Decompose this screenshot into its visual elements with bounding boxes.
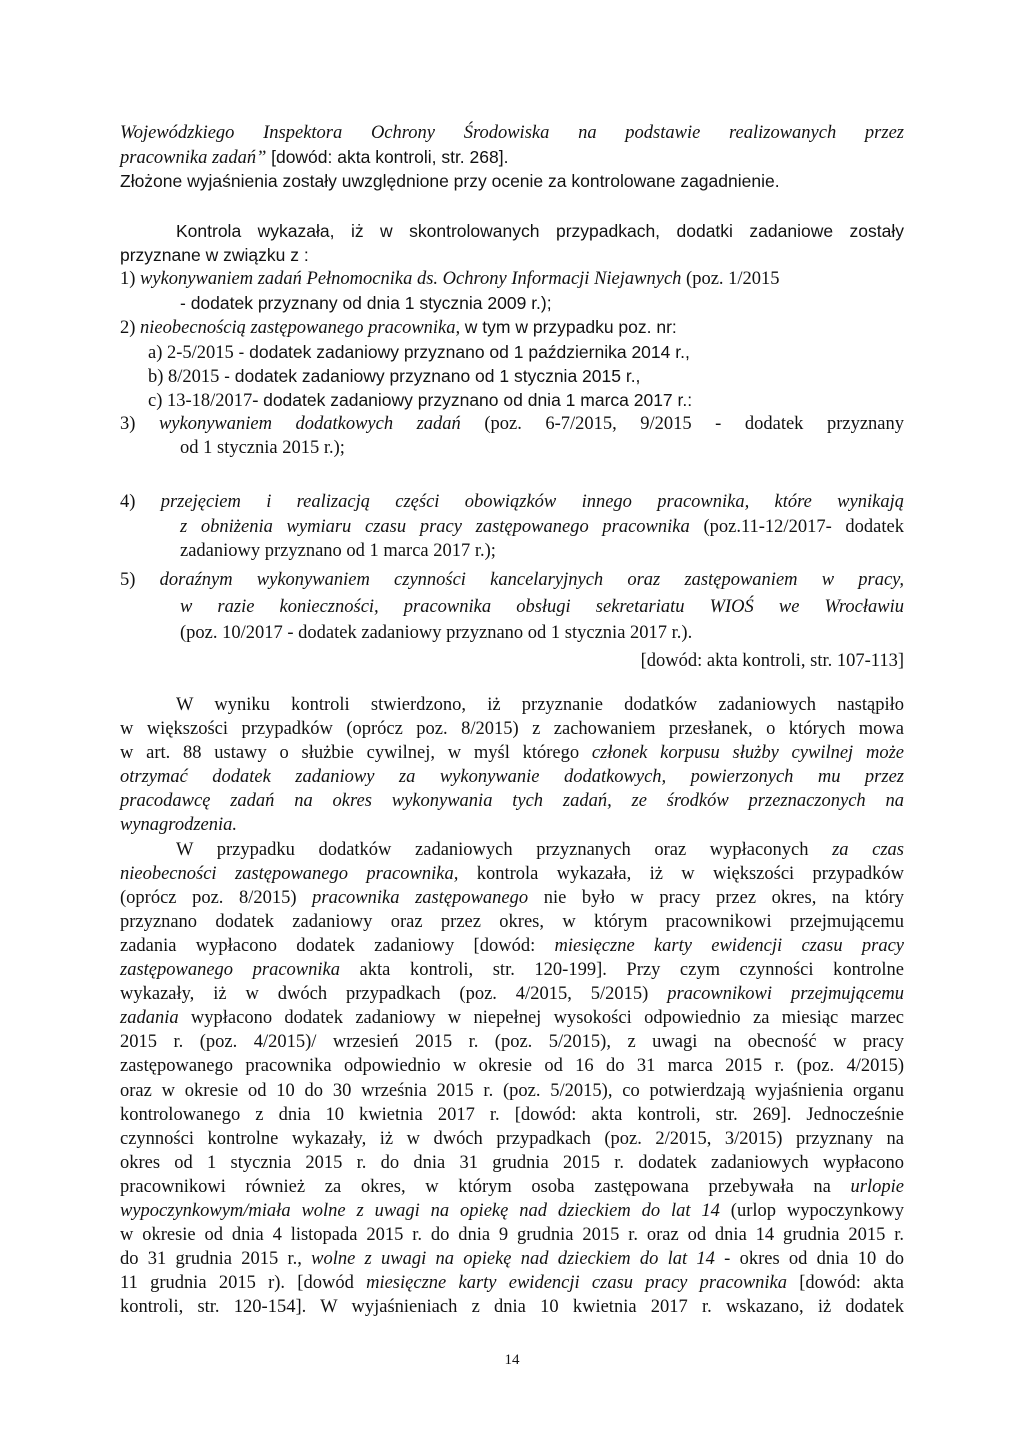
text-line: Wojewódzkiego Inspektora Ochrony Środowiska na podstawie realizowanych przez <box>120 123 904 143</box>
text-line: wypoczynkowym/miała wolne z uwagi na opiekę nad dzieckiem do lat 14 (urlop wypoczynkowy <box>120 1201 905 1221</box>
text-line: czynności kontrolne wykazały, iż w dwóch przypadkach (poz. 2/2015, 3/2015) przyznany na <box>120 1129 904 1149</box>
text-line: kontrolowanego z dnia 10 kwietnia 2017 r. [dowód: akta kontroli, str. 269]. Jednocześnie <box>120 1105 904 1125</box>
text-line: c) 13-18/2017- dodatek zadaniowy przyznano od dnia 1 marca 2017 r.: <box>148 390 693 411</box>
text-line: wynagrodzenia. <box>120 815 237 835</box>
text-line: zadaniowy przyznano od 1 marca 2017 r.); <box>180 541 496 561</box>
text-line: 1) wykonywaniem zadań Pełnomocnika ds. Ochrony Informacji Niejawnych (poz. 1/2015 <box>120 269 780 289</box>
text-line: 5) doraźnym wykonywaniem czynności kancelaryjnych oraz zastępowaniem w pracy, <box>120 570 904 590</box>
text-line: (oprócz poz. 8/2015) pracownika zastępowanego nie było w pracy przez okres, na który <box>120 888 905 908</box>
text-line: 2015 r. (poz. 4/2015)/ wrzesień 2015 r. (poz. 5/2015), z uwagi na obecność w pracy <box>120 1032 904 1052</box>
text-line: 3) wykonywaniem dodatkowych zadań (poz. 6-7/2015, 9/2015 - dodatek przyznany <box>120 414 904 434</box>
text-line: pracownikowi również za okres, w którym osoba zastępowana przebywała na urlopie <box>120 1177 904 1197</box>
text-line: 4) przejęciem i realizacją części obowiązków innego pracownika, które wynikają <box>120 492 904 512</box>
text-line: oraz w okresie od 10 do 30 września 2015 r. (poz. 5/2015), co potwierdzają wyjaśnienia organu <box>120 1081 904 1101</box>
text-line: Złożone wyjaśnienia zostały uwzględnione przy ocenie za kontrolowane zagadnienie. <box>120 171 780 191</box>
text-line: - dodatek przyznany od dnia 1 stycznia 2009 r.); <box>180 293 552 313</box>
text-line: w razie konieczności, pracownika obsługi sekretariatu WIOŚ we Wrocławiu <box>180 597 904 617</box>
text-line: zadania wypłacono dodatek zadaniowy [dowód: miesięczne karty ewidencji czasu pracy <box>120 936 904 956</box>
text-line: do 31 grudnia 2015 r., wolne z uwagi na opiekę nad dzieckiem do lat 14 - okres od dnia 10 do <box>120 1249 904 1269</box>
text-line: od 1 stycznia 2015 r.); <box>180 438 345 458</box>
text-line: przyznano dodatek zadaniowy oraz przez okres, w którym pracownikowi przejmującemu <box>120 912 904 932</box>
text-line: zadania wypłacono dodatek zadaniowy w niepełnej wysokości odpowiednio za miesiąc marzec <box>120 1008 904 1028</box>
text-line: b) 8/2015 - dodatek zadaniowy przyznano od 1 stycznia 2015 r., <box>148 366 641 387</box>
text-line: w większości przypadków (oprócz poz. 8/2015) z zachowaniem przesłanek, o których mowa <box>120 719 904 739</box>
text-line: zastępowanego pracownika akta kontroli, str. 120-199]. Przy czym czynności kontrolne <box>120 960 904 980</box>
text-line: zastępowanego pracownika odpowiednio w okresie od 16 do 31 marca 2015 r. (poz. 4/2015) <box>120 1056 904 1076</box>
text-line: a) 2-5/2015 - dodatek zadaniowy przyznano od 1 października 2014 r., <box>148 342 690 363</box>
text-line: wykazały, iż w dwóch przypadkach (poz. 4/2015, 5/2015) pracownikowi przejmującemu <box>120 984 904 1004</box>
page-number: 14 <box>504 1352 520 1368</box>
text-line: w okresie od dnia 4 listopada 2015 r. do dnia 9 grudnia 2015 r. oraz od dnia 14 grudnia 2015 r. <box>120 1225 904 1245</box>
text-line: z obniżenia wymiaru czasu pracy zastępowanego pracownika (poz.11-12/2017- dodatek <box>180 517 904 537</box>
text-line: 11 grudnia 2015 r). [dowód miesięczne karty ewidencji czasu pracy pracownika [dowód: akta <box>120 1273 905 1293</box>
text-line: (poz. 10/2017 - dodatek zadaniowy przyznano od 1 stycznia 2017 r.). <box>180 623 693 643</box>
text-line: pracodawcę zadań na okres wykonywania tych zadań, ze środków przeznaczonych na <box>120 791 904 811</box>
text-line: pracownika zadań” [dowód: akta kontroli, str. 268]. <box>120 147 509 168</box>
text-line: Kontrola wykazała, iż w skontrolowanych przypadkach, dodatki zadaniowe zostały <box>176 221 904 241</box>
text-line: kontroli, str. 120-154]. W wyjaśnieniach z dnia 10 kwietnia 2017 r. wskazano, iż dodatek <box>120 1297 904 1317</box>
text-line: w art. 88 ustawy o służbie cywilnej, w myśl którego członek korpusu służby cywilnej może <box>120 743 904 763</box>
text-line: otrzymać dodatek zadaniowy za wykonywanie dodatkowych, powierzonych mu przez <box>120 767 904 787</box>
text-line: W przypadku dodatków zadaniowych przyznanych oraz wypłaconych za czas <box>176 840 904 860</box>
text-line: okres od 1 stycznia 2015 r. do dnia 31 grudnia 2015 r. dodatek zadaniowych wypłacono <box>120 1153 904 1173</box>
text-line: [dowód: akta kontroli, str. 107-113] <box>640 651 904 671</box>
text-line: W wyniku kontroli stwierdzono, iż przyznanie dodatków zadaniowych nastąpiło <box>176 695 904 715</box>
text-line: 2) nieobecnością zastępowanego pracownika, w tym w przypadku poz. nr: <box>120 317 677 338</box>
text-line: przyznane w związku z : <box>120 245 309 265</box>
text-line: nieobecności zastępowanego pracownika, kontrola wykazała, iż w większości przypadków <box>120 864 904 884</box>
